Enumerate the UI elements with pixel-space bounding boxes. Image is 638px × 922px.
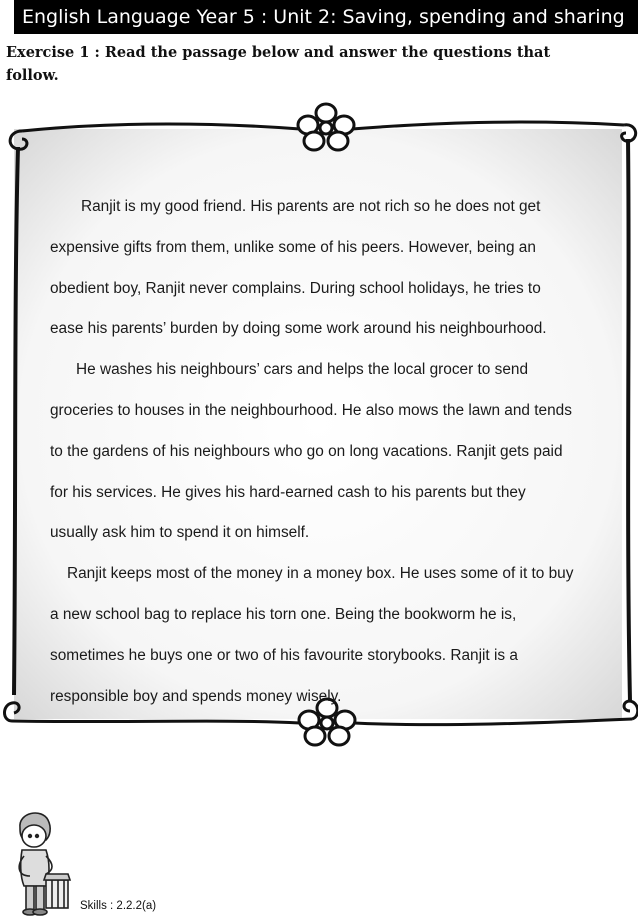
exercise-instruction: Exercise 1 : Read the passage below and answer the questions that follow.	[6, 44, 551, 84]
page-title: English Language Year 5 : Unit 2: Saving, spending and sharing	[22, 6, 625, 28]
reading-passage	[50, 190, 630, 720]
passage-line: groceries to houses in the neighbourhood. He also mows the lawn and tends	[50, 401, 572, 419]
passage-line: responsible boy and spends money wisely.	[50, 687, 342, 705]
passage-line: usually ask him to spend it on himself.	[50, 524, 310, 542]
passage-line: for his services. He gives his hard-earned cash to his parents but they	[50, 483, 526, 501]
header-bar	[14, 0, 638, 34]
passage-line: to the gardens of his neighbours who go on long vacations. Ranjit gets paid	[50, 442, 563, 460]
passage-line: ease his parents’ burden by doing some work around his neighbourhood.	[50, 320, 547, 338]
passage-line: Ranjit is my good friend. His parents are not rich so he does not get	[81, 198, 541, 215]
passage-line: a new school bag to replace his torn one. Being the bookworm he is,	[50, 605, 517, 623]
passage-line: obedient boy, Ranjit never complains. During school holidays, he tries to	[50, 279, 541, 297]
skills-label: Skills : 2.2.2(a)	[80, 900, 157, 912]
boy-mascot-icon	[6, 806, 76, 918]
passage-line: He washes his neighbours’ cars and helps the local grocer to send	[76, 361, 529, 379]
passage-line: sometimes he buys one or two of his favourite storybooks. Ranjit is a	[50, 646, 518, 664]
passage-line: Ranjit keeps most of the money in a money box. He uses some of it to buy	[67, 565, 574, 583]
passage-line: expensive gifts from them, unlike some of his peers. However, being an	[50, 238, 536, 256]
